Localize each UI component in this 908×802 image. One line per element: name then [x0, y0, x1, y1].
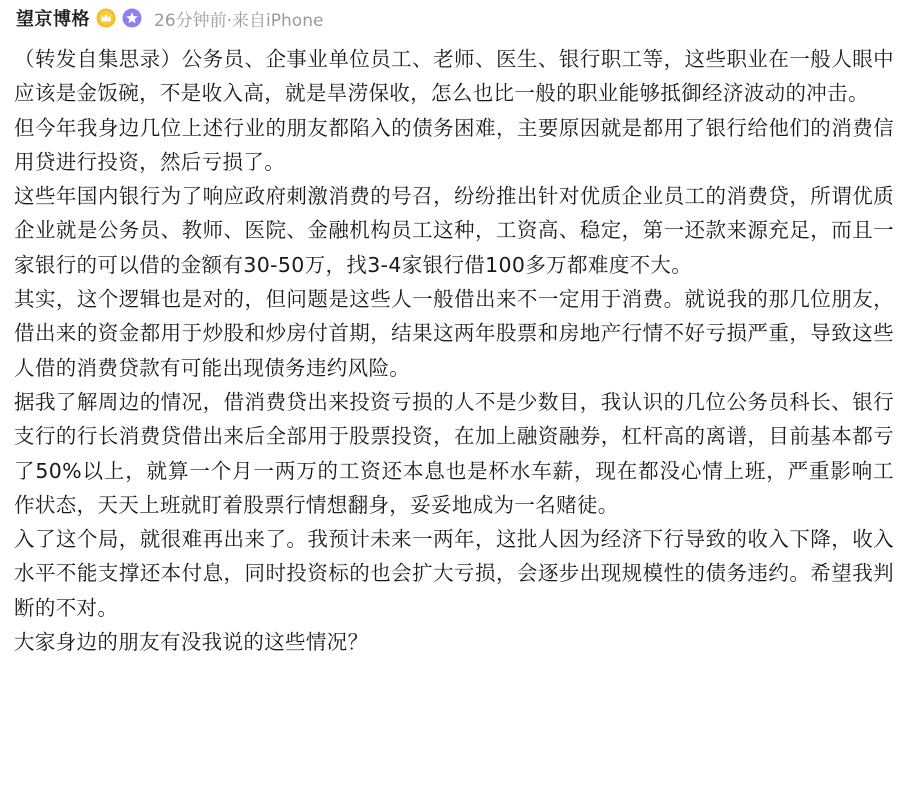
post-meta [154, 6, 323, 31]
post-paragraph: 据我了解周边的情况，借消费贷出来投资亏损的人不是少数目，我认识的几位公务员科长、银行支行的行长消费贷借出来后全部用于股票投资，在加上融资融券，杠杆高的离谱，目前基本都亏了50%以上，就算一个月一两万的工资还本息也是杯水车薪，现在都没心情上班，严重影响工作状态，天天上班就盯着股票行情想翻身，妥妥地成为一名赌徒。 [14, 389, 894, 517]
author-name[interactable]: 望京博格 [16, 9, 90, 30]
post-paragraph: 这些年国内银行为了响应政府刺激消费的号召，纷纷推出针对优质企业员工的消费贷，所谓优质企业就是公务员、教师、医院、金融机构员工这种，工资高、稳定，第一还款来源充足，而且一家银行的可以借的金额有30-50万，找3-4家银行借100多万都难度不大。 [14, 184, 894, 277]
post-source: 来自iPhone [232, 10, 324, 31]
post-paragraph: 但今年我身边几位上述行业的朋友都陷入的债务困难，主要原因就是都用了银行给他们的消费信用贷进行投资，然后亏损了。 [14, 115, 894, 174]
post-paragraph: 入了这个局，就很难再出来了。我预计未来一两年，这批人因为经济下行导致的收入下降，收入水平不能支撑还本付息，同时投资标的也会扩大亏损，会逐步出现规模性的债务违约。希望我判断的不对。 [14, 527, 894, 620]
meta-separator: · [226, 10, 233, 31]
post-header [16, 4, 323, 32]
post-paragraph: （转发自集思录）公务员、企事业单位员工、老师、医生、银行职工等，这些职业在一般人眼中应该是金饭碗，不是收入高，就是旱涝保收，怎么也比一般的职业能够抵御经济波动的冲击。 [14, 47, 894, 106]
golden-crown-badge-icon[interactable] [96, 8, 116, 28]
post-paragraph: 其实，这个逻辑也是对的，但问题是这些人一般借出来不一定用于消费。就说我的那几位朋友，借出来的资金都用于炒股和炒房付首期，结果这两年股票和房地产行情不好亏损严重，导致这些人借的消费贷款有可能出现债务违约风险。 [14, 287, 894, 380]
purple-star-badge-icon[interactable] [122, 8, 142, 28]
post-paragraph: 大家身边的朋友有没我说的这些情况？ [14, 630, 369, 655]
post-content [14, 42, 894, 659]
post-time: 26分钟前 [154, 10, 227, 31]
